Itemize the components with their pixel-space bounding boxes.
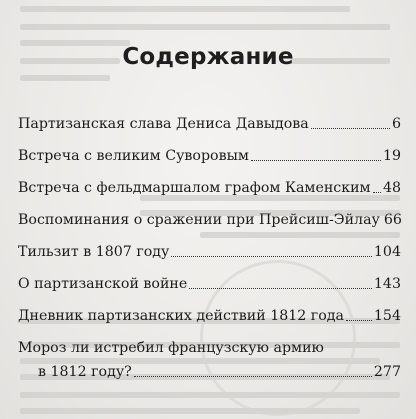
toc-entry[interactable] — [18, 179, 401, 197]
dot-leader — [311, 127, 390, 129]
dot-leader — [346, 319, 372, 321]
toc-entry-page: 6 — [391, 116, 401, 132]
dot-leader — [171, 255, 372, 257]
toc-entry[interactable] — [18, 307, 401, 325]
dot-leader — [251, 159, 381, 161]
dot-leader — [373, 191, 381, 193]
toc-entry-title-line2: в 1812 году? — [38, 364, 132, 380]
toc-entry[interactable] — [18, 275, 401, 293]
toc-entry[interactable] — [18, 147, 401, 165]
toc-entry[interactable] — [18, 211, 401, 229]
toc-entry-page: 48 — [382, 180, 401, 196]
toc-entry-title: Воспоминания о сражении при Прейсиш-Эйлау — [18, 212, 380, 228]
toc-entry-title: Партизанская слава Дениса Давыдова — [18, 116, 309, 132]
toc-entry-title: Встреча с фельдмаршалом графом Каменским — [18, 180, 371, 196]
table-of-contents — [18, 115, 401, 395]
toc-entry-title-line1: Мороз ли истребил французскую армию — [18, 340, 324, 356]
dot-leader — [134, 375, 372, 377]
dot-leader — [189, 287, 372, 289]
toc-entry-title: Тильзит в 1807 году — [18, 244, 170, 260]
toc-entry-page: 104 — [373, 244, 401, 260]
toc-entry[interactable] — [18, 115, 401, 133]
toc-entry-title: Дневник партизанских действий 1812 года — [18, 308, 344, 324]
toc-entry-page: 19 — [382, 148, 401, 164]
toc-entry-title: О партизанской войне — [18, 276, 188, 292]
toc-entry-page: 143 — [373, 276, 401, 292]
toc-entry-title: Встреча с великим Суворовым — [18, 148, 249, 164]
toc-entry-page: 66 — [383, 212, 402, 228]
toc-entry-page: 277 — [373, 364, 401, 380]
toc-entry-page: 154 — [373, 308, 401, 324]
toc-entry[interactable] — [18, 243, 401, 261]
toc-entry[interactable] — [18, 339, 401, 381]
page-title: Содержание — [122, 44, 294, 70]
